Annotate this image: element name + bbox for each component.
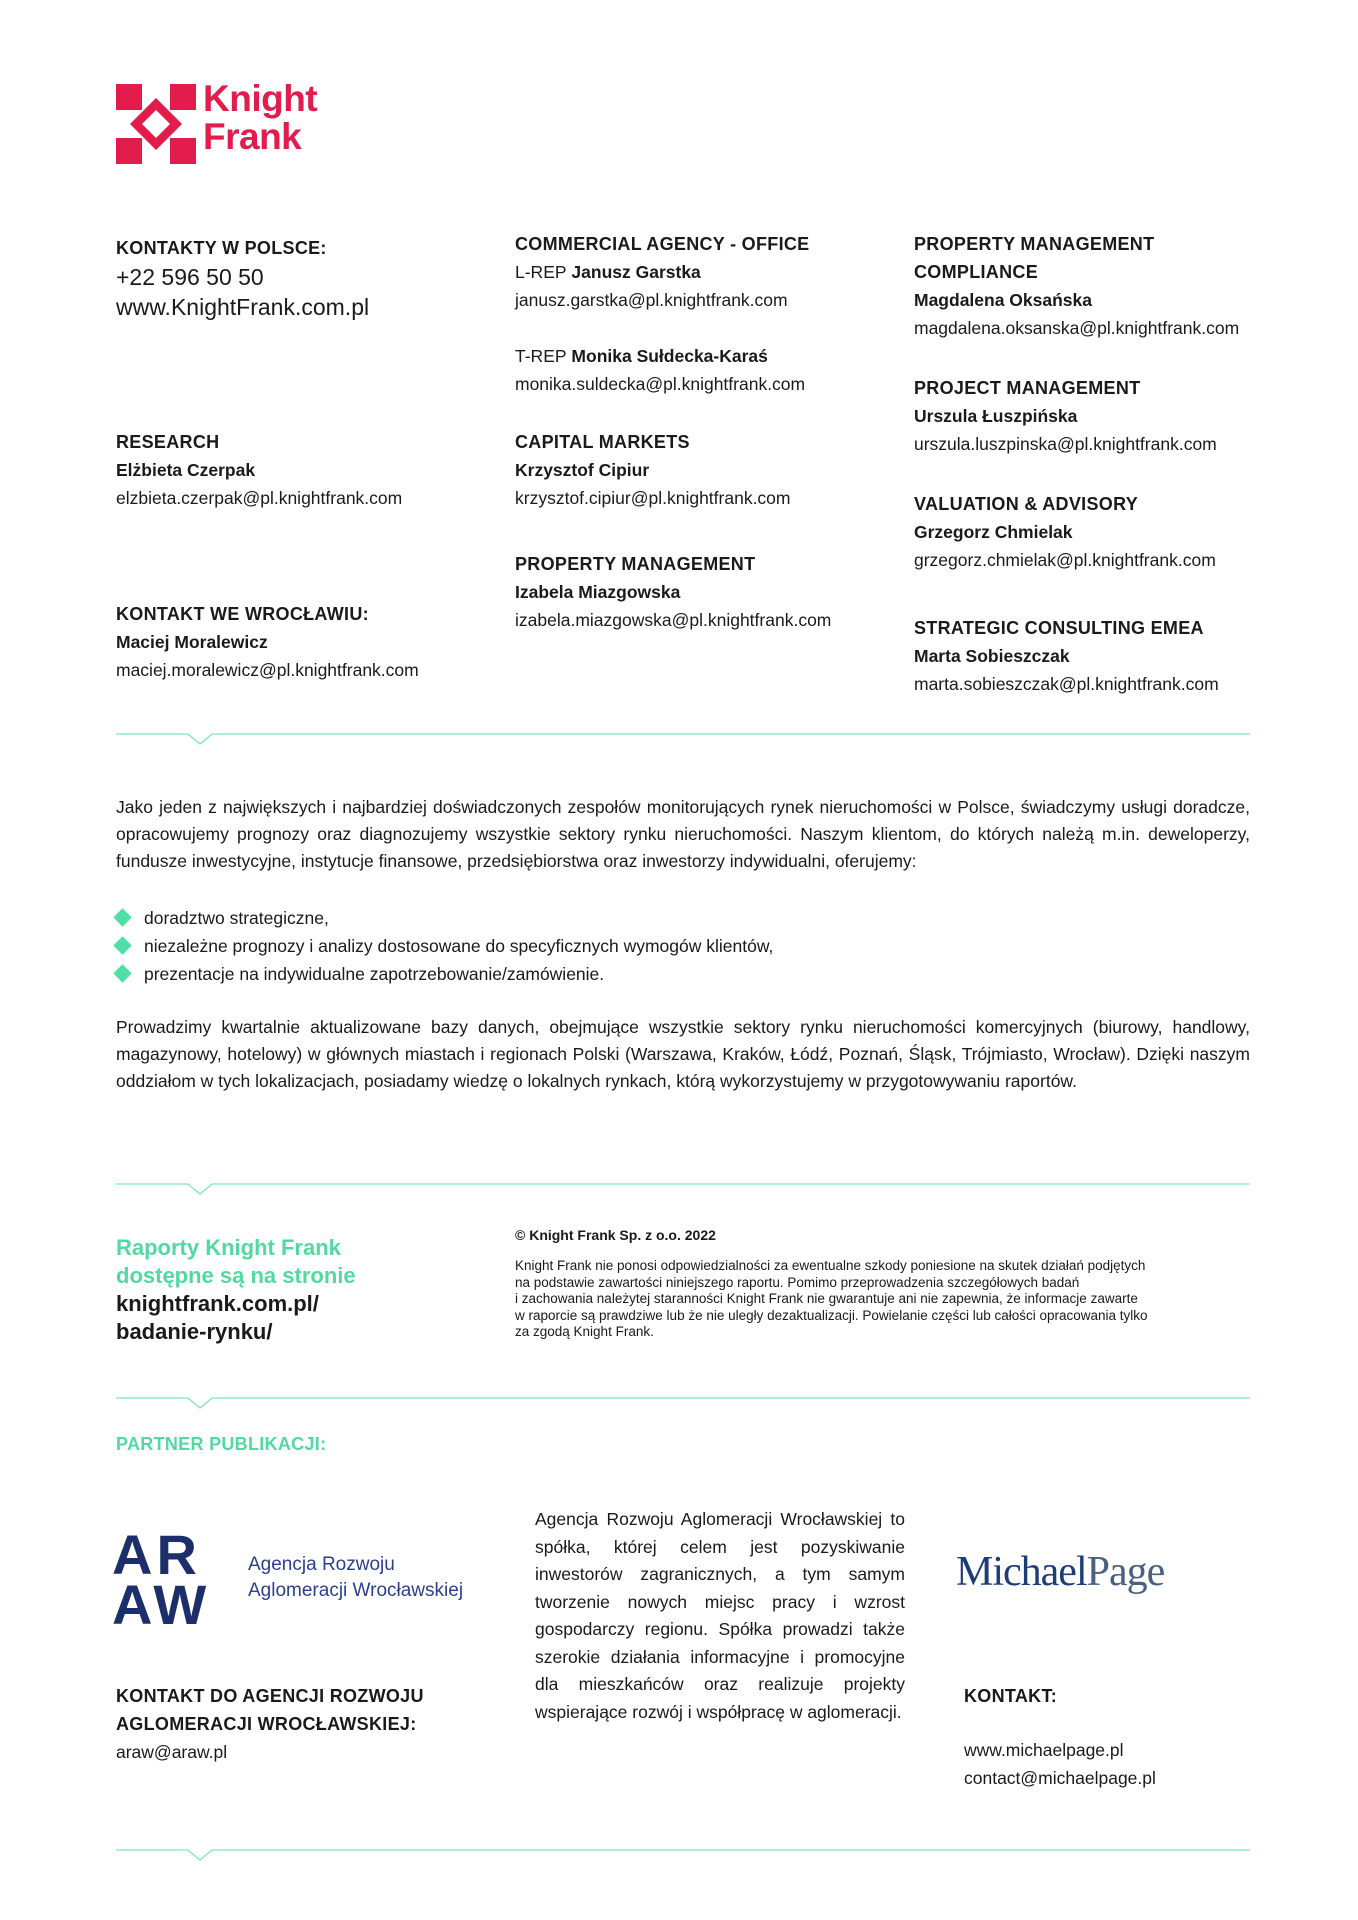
pm-compliance-heading-1: PROPERTY MANAGEMENT	[914, 234, 1155, 254]
michael-page-email[interactable]: contact@michaelpage.pl	[964, 1768, 1156, 1788]
strategic-email[interactable]: marta.sobieszczak@pl.knightfrank.com	[914, 674, 1219, 694]
strategic-section	[914, 614, 1314, 698]
reports-link-line-1[interactable]: knightfrank.com.pl/	[116, 1291, 319, 1316]
commercial-agency-name-1: Janusz Garstka	[571, 262, 701, 282]
wroclaw-name: Maciej Moralewicz	[116, 632, 268, 652]
capital-markets-heading: CAPITAL MARKETS	[515, 432, 690, 452]
araw-letters-bottom: AW	[112, 1573, 211, 1636]
role-prefix: L-REP	[515, 262, 567, 282]
valuation-email[interactable]: grzegorz.chmielak@pl.knightfrank.com	[914, 550, 1216, 570]
araw-description: Agencja Rozwoju Aglomeracji Wrocławskiej to spółka, której celem jest pozyskiwanie inwestorów zagranicznych, a tym samym tworzenie nowych miejsc pracy i wzrost gospodarczy regionu. Spółka prowadzi także szerokie działania informacyjne i promocyjne dla mieszkańców oraz realizuje projekty wspierające rozwój i współpracę w aglomeracji.	[535, 1509, 905, 1722]
reports-line-1: Raporty Knight Frank	[116, 1235, 341, 1260]
service-text: niezależne prognozy i analizy dostosowane do specyficznych wymogów klientów,	[144, 936, 774, 956]
legal-block	[515, 1226, 1260, 1341]
commercial-agency-email-2[interactable]: monika.suldecka@pl.knightfrank.com	[515, 374, 806, 394]
wroclaw-heading: KONTAKT WE WROCŁAWIU:	[116, 604, 369, 624]
araw-logo	[112, 1523, 492, 1640]
brand-name	[203, 80, 317, 156]
disclaimer-line: Knight Frank nie ponosi odpowiedzialności za ewentualne szkody poniesione na skutek działań podjętych	[515, 1258, 1146, 1273]
commercial-agency-section	[515, 230, 895, 398]
diamond-bullet-icon	[113, 936, 131, 954]
araw-contact-heading-1: KONTAKT DO AGENCJI ROZWOJU	[116, 1686, 424, 1706]
diamond-bullet-icon	[113, 964, 131, 982]
diamond-bullet-icon	[113, 908, 131, 926]
knight-frank-logo	[116, 78, 346, 164]
property-management-name: Izabela Miazgowska	[515, 582, 681, 602]
list-item	[116, 932, 1116, 960]
araw-name-line-1: Agencja Rozwoju	[248, 1554, 395, 1575]
pm-compliance-email[interactable]: magdalena.oksanska@pl.knightfrank.com	[914, 318, 1240, 338]
araw-logo-name	[248, 1552, 463, 1604]
valuation-section	[914, 490, 1314, 574]
list-item	[116, 960, 1116, 988]
brand-line-2: Frank	[203, 116, 302, 157]
property-management-section	[515, 550, 895, 634]
pm-compliance-name: Magdalena Oksańska	[914, 290, 1092, 310]
service-text: doradztwo strategiczne,	[144, 908, 329, 928]
section-divider	[116, 730, 1250, 746]
commercial-agency-heading: COMMERCIAL AGENCY - OFFICE	[515, 234, 810, 254]
property-management-heading: PROPERTY MANAGEMENT	[515, 554, 756, 574]
strategic-name: Marta Sobieszczak	[914, 646, 1070, 666]
research-email[interactable]: elzbieta.czerpak@pl.knightfrank.com	[116, 488, 403, 508]
disclaimer-line: w raporcie są prawdziwe lub że nie uległy dezaktualizacji. Powielanie części lub całości opracowania tylko	[515, 1307, 1148, 1323]
commercial-agency-email-1[interactable]: janusz.garstka@pl.knightfrank.com	[515, 290, 788, 310]
project-management-name: Urszula Łuszpińska	[914, 406, 1078, 426]
brand-line-1: Knight	[203, 78, 318, 119]
property-management-email[interactable]: izabela.miazgowska@pl.knightfrank.com	[515, 610, 832, 630]
project-management-email[interactable]: urszula.luszpinska@pl.knightfrank.com	[914, 434, 1217, 454]
intro-paragraph: Jako jeden z największych i najbardziej doświadczonych zespołów monitorujących rynek nieruchomości w Polsce, świadczymy usługi doradcze, opracowujemy prognozy oraz diagnozujemy wszystkie sektory rynku nieruchomości. Naszym klientom, do których należą m.in. deweloperzy, fundusze inwestycyjne, instytucje finansowe, przedsiębiorstwa oraz inwestorzy indywidualni, oferujemy:	[116, 797, 1250, 871]
araw-letters-top: AR	[112, 1523, 201, 1586]
commercial-agency-name-2: Monika Sułdecka-Karaś	[571, 346, 768, 366]
reports-callout	[116, 1234, 446, 1346]
pm-compliance-section	[914, 230, 1314, 342]
knight-frank-mark-icon	[116, 84, 196, 164]
partner-heading: PARTNER PUBLIKACJI:	[116, 1434, 327, 1454]
contacts-poland	[116, 234, 496, 322]
valuation-heading: VALUATION & ADVISORY	[914, 494, 1139, 514]
service-text: prezentacje na indywidualne zapotrzebowanie/zamówienie.	[144, 964, 605, 984]
phone-number[interactable]: +22 596 50 50	[116, 264, 264, 290]
michael-page-website[interactable]: www.michaelpage.pl	[964, 1740, 1124, 1760]
copyright: © Knight Frank Sp. z o.o. 2022	[515, 1227, 716, 1243]
section-divider	[116, 1180, 1250, 1196]
research-name: Elżbieta Czerpak	[116, 460, 256, 480]
reports-link-line-2[interactable]: badanie-rynku/	[116, 1319, 273, 1344]
project-management-section	[914, 374, 1314, 458]
disclaimer-line: za zgodą Knight Frank.	[515, 1324, 654, 1339]
research-heading: RESEARCH	[116, 432, 220, 452]
services-list	[116, 904, 1116, 988]
araw-contact-heading-2: AGLOMERACJI WROCŁAWSKIEJ:	[116, 1714, 417, 1734]
araw-name-line-2: Aglomeracji Wrocławskiej	[248, 1580, 464, 1601]
contacts-poland-heading: KONTAKTY W POLSCE:	[116, 238, 327, 258]
capital-markets-section	[515, 428, 895, 512]
section-divider	[116, 1394, 1250, 1410]
michael-page-logo-part1: Michael	[956, 1549, 1087, 1595]
research-section	[116, 428, 496, 512]
list-item	[116, 904, 1116, 932]
capital-markets-name: Krzysztof Cipiur	[515, 460, 650, 480]
michael-page-logo-part2: Page	[1086, 1549, 1165, 1595]
pm-compliance-heading-2: COMPLIANCE	[914, 262, 1038, 282]
araw-logo-letters	[112, 1523, 211, 1636]
strategic-heading: STRATEGIC CONSULTING EMEA	[914, 618, 1204, 638]
section-divider	[116, 1846, 1250, 1862]
databases-paragraph: Prowadzimy kwartalnie aktualizowane bazy danych, obejmujące wszystkie sektory rynku nieruchomości komercyjnych (biurowy, handlowy, magazynowy, hotelowy) w głównych miastach i regionach Polski (Warszawa, Kraków, Łódź, Poznań, Śląsk, Trójmiasto, Wrocław). Dzięki naszym oddziałom w tych lokalizacjach, posiadamy wiedzę o lokalnych rynkach, którą wykorzystujemy w przygotowywaniu raportów.	[116, 1017, 1250, 1091]
araw-contact	[116, 1682, 516, 1766]
valuation-name: Grzegorz Chmielak	[914, 522, 1073, 542]
capital-markets-email[interactable]: krzysztof.cipiur@pl.knightfrank.com	[515, 488, 791, 508]
wroclaw-section	[116, 600, 496, 684]
wroclaw-email[interactable]: maciej.moralewicz@pl.knightfrank.com	[116, 660, 419, 680]
role-prefix: T-REP	[515, 346, 567, 366]
araw-email[interactable]: araw@araw.pl	[116, 1742, 228, 1762]
project-management-heading: PROJECT MANAGEMENT	[914, 378, 1141, 398]
disclaimer-line: na podstawie zawartości niniejszego raportu. Pomimo przeprowadzenia szczegółowych badań	[515, 1274, 1080, 1290]
reports-line-2: dostępne są na stronie	[116, 1263, 356, 1288]
michael-page-contact	[964, 1682, 1264, 1792]
michael-page-logo	[956, 1548, 1164, 1596]
disclaimer-line: i zachowania należytej staranności Knight Frank nie gwarantuje ani nie zapewnia, że informacje zawarte	[515, 1291, 1138, 1306]
website-link[interactable]: www.KnightFrank.com.pl	[116, 294, 370, 320]
michael-page-contact-heading: KONTAKT:	[964, 1686, 1058, 1706]
